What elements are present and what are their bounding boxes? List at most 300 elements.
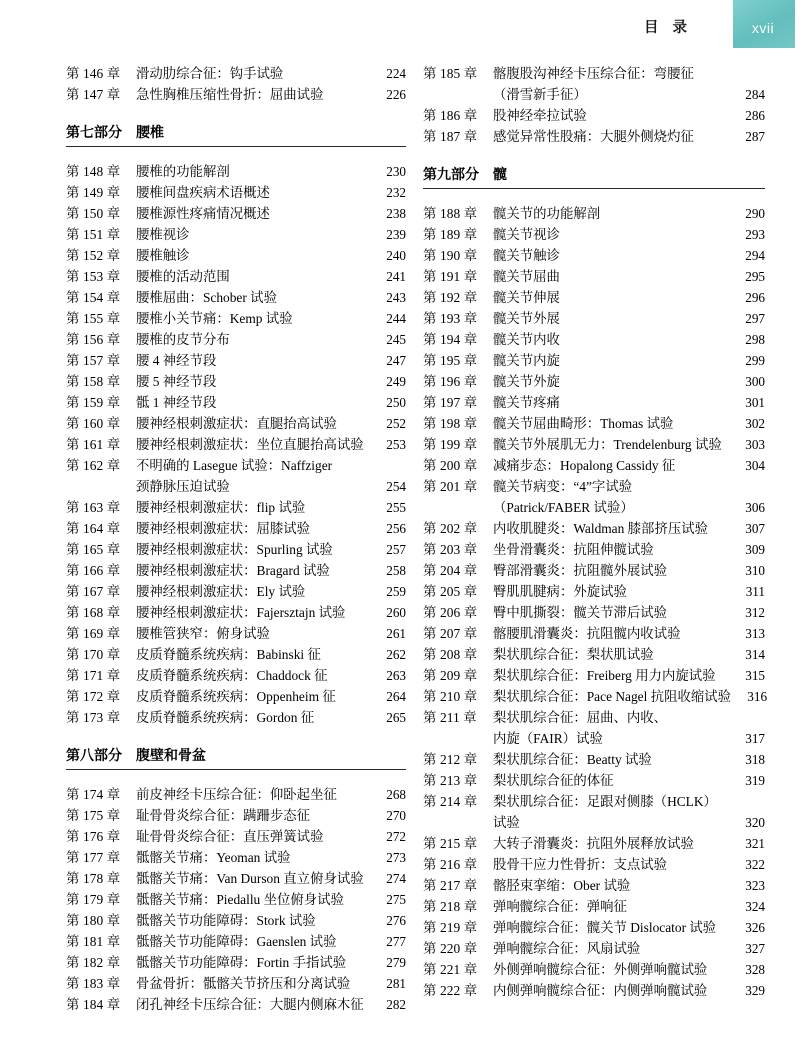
toc-entry[interactable] xyxy=(66,910,406,931)
toc-entry-title: 股神经牵拉试验 xyxy=(493,108,587,123)
toc-part-label: 第七部分 xyxy=(66,124,122,140)
spacer xyxy=(66,775,406,784)
toc-entry-title: 髋关节外展肌无力：Trendelenburg 试验 xyxy=(493,437,722,452)
spacer xyxy=(66,152,406,161)
toc-entry-title: 髂腹股沟神经卡压综合征：弯腰征 xyxy=(493,66,694,81)
toc-entry[interactable] xyxy=(66,847,406,868)
toc-entry[interactable] xyxy=(423,203,765,224)
toc-entry[interactable] xyxy=(423,476,765,497)
toc-entry[interactable] xyxy=(423,455,765,476)
toc-entry[interactable] xyxy=(66,707,406,728)
toc-entry[interactable] xyxy=(66,644,406,665)
toc-entry-page: 247 xyxy=(386,353,406,368)
toc-entry-chapter: 第 148 章 xyxy=(66,164,121,179)
toc-entry-title: 耻骨骨炎综合征：直压弹簧试验 xyxy=(136,829,324,844)
toc-entry-chapter: 第 177 章 xyxy=(66,850,121,865)
toc-entry-title: 皮质脊髓系统疾病：Babinski 征 xyxy=(136,647,321,662)
toc-entry-title: 髋关节病变：“4”字试验 xyxy=(493,479,633,494)
toc-entry[interactable] xyxy=(66,224,406,245)
toc-entry-chapter: 第 197 章 xyxy=(423,395,478,410)
toc-entry-title: 减痛步态：Hopalong Cassidy 征 xyxy=(493,458,676,473)
toc-entry[interactable] xyxy=(423,602,765,623)
toc-entry[interactable] xyxy=(423,644,765,665)
toc-entry[interactable] xyxy=(66,623,406,644)
toc-entry-title: 髋关节屈曲 xyxy=(493,269,560,284)
toc-entry-title: 颈静脉压迫试验 xyxy=(136,479,230,494)
toc-entry-page: 230 xyxy=(386,164,406,179)
toc-entry-title: 内旋（FAIR）试验 xyxy=(493,731,603,746)
toc-entry[interactable] xyxy=(66,266,406,287)
toc-entry-title: 梨状肌综合征：足跟对侧膝（HCLK） xyxy=(493,794,717,809)
toc-entry-page: 281 xyxy=(386,976,406,991)
toc-entry-page: 245 xyxy=(386,332,406,347)
toc-entry-title: 梨状肌综合征：Beatty 试验 xyxy=(493,752,652,767)
page-number-label: xvii xyxy=(751,20,775,36)
toc-part-label: 第八部分 xyxy=(66,747,122,763)
toc-entry[interactable] xyxy=(423,980,765,1001)
toc-entry-chapter: 第 207 章 xyxy=(423,626,478,641)
toc-entry-chapter: 第 196 章 xyxy=(423,374,478,389)
toc-entry-title: 滑动肋综合征：钩手试验 xyxy=(136,66,284,81)
page-number-badge xyxy=(733,0,795,48)
toc-entry-title: 腰 5 神经节段 xyxy=(136,374,217,389)
toc-entry-chapter: 第 154 章 xyxy=(66,290,121,305)
toc-entry-chapter: 第 187 章 xyxy=(423,129,478,144)
toc-entry-page: 296 xyxy=(745,290,765,305)
toc-entry[interactable] xyxy=(66,161,406,182)
toc-entry[interactable] xyxy=(66,329,406,350)
toc-entry-title: 坐骨滑囊炎：抗阻伸髋试验 xyxy=(493,542,654,557)
toc-entry-chapter: 第 181 章 xyxy=(66,934,121,949)
toc-part-divider xyxy=(66,769,406,770)
toc-entry-page: 311 xyxy=(745,584,765,599)
toc-entry-chapter: 第 215 章 xyxy=(423,836,478,851)
toc-entry[interactable] xyxy=(423,350,765,371)
toc-entry-page: 232 xyxy=(386,185,406,200)
toc-column-left xyxy=(66,63,406,1015)
toc-entry-page: 240 xyxy=(386,248,406,263)
toc-entry-title: 大转子滑囊炎：抗阻外展释放试验 xyxy=(493,836,694,851)
toc-entry-chapter: 第 201 章 xyxy=(423,479,478,494)
toc-entry[interactable] xyxy=(423,224,765,245)
toc-entry-continuation[interactable] xyxy=(423,497,765,518)
toc-entry-chapter: 第 199 章 xyxy=(423,437,478,452)
toc-entry[interactable] xyxy=(66,868,406,889)
toc-entry-chapter: 第 174 章 xyxy=(66,787,121,802)
toc-entry[interactable] xyxy=(66,245,406,266)
toc-entry-chapter: 第 218 章 xyxy=(423,899,478,914)
toc-entry-page: 304 xyxy=(745,458,765,473)
toc-entry-title: 臀肌肌腱病：外旋试验 xyxy=(493,584,627,599)
toc-entry-page: 265 xyxy=(386,710,406,725)
toc-entry-page: 249 xyxy=(386,374,406,389)
toc-entry-title: 骶 1 神经节段 xyxy=(136,395,217,410)
toc-entry[interactable] xyxy=(423,686,768,707)
toc-entry-chapter: 第 195 章 xyxy=(423,353,478,368)
toc-entry-chapter: 第 178 章 xyxy=(66,871,121,886)
toc-entry-title: 内收肌腱炎：Waldman 膝部挤压试验 xyxy=(493,521,709,536)
toc-entry-chapter: 第 221 章 xyxy=(423,962,478,977)
toc-entry-page: 300 xyxy=(745,374,765,389)
toc-entry-page: 293 xyxy=(745,227,765,242)
toc-entry-title: 骶髂关节痛：Van Durson 直立俯身试验 xyxy=(136,871,364,886)
toc-entry-chapter: 第 204 章 xyxy=(423,563,478,578)
toc-entry-chapter: 第 222 章 xyxy=(423,983,478,998)
toc-entry[interactable] xyxy=(66,994,406,1015)
toc-entry-chapter: 第 188 章 xyxy=(423,206,478,221)
toc-entry-title: 皮质脊髓系统疾病：Oppenheim 征 xyxy=(136,689,336,704)
toc-entry-page: 239 xyxy=(386,227,406,242)
toc-entry-title: 髋关节外旋 xyxy=(493,374,560,389)
toc-entry-continuation[interactable] xyxy=(423,728,765,749)
toc-entry-title: 外侧弹响髋综合征：外侧弹响髋试验 xyxy=(493,962,708,977)
toc-entry-title: 髋关节屈曲畸形：Thomas 试验 xyxy=(493,416,674,431)
toc-entry-page: 241 xyxy=(386,269,406,284)
toc-entry-page: 326 xyxy=(745,920,765,935)
toc-entry-chapter: 第 189 章 xyxy=(423,227,478,242)
toc-entry-page: 270 xyxy=(386,808,406,823)
toc-entry-page: 322 xyxy=(745,857,765,872)
toc-entry-title: 腰神经根刺激症状：Spurling 试验 xyxy=(136,542,333,557)
toc-entry-chapter: 第 159 章 xyxy=(66,395,121,410)
toc-entry-chapter: 第 203 章 xyxy=(423,542,478,557)
toc-entry-title: 试验 xyxy=(493,815,520,830)
toc-entry-title: 髋关节伸展 xyxy=(493,290,560,305)
toc-entry-chapter: 第 211 章 xyxy=(423,710,477,725)
toc-entry[interactable] xyxy=(423,770,765,791)
toc-entry-title: 骶髂关节功能障碍：Fortin 手指试验 xyxy=(136,955,347,970)
toc-entry-title: 腰椎管狭窄：俯身试验 xyxy=(136,626,270,641)
toc-entry-chapter: 第 173 章 xyxy=(66,710,121,725)
toc-entry[interactable] xyxy=(423,707,765,728)
toc-entry[interactable] xyxy=(423,875,765,896)
toc-entry-title: 梨状肌综合征：屈曲、内收、 xyxy=(493,710,668,725)
toc-part-label: 第九部分 xyxy=(423,166,479,182)
toc-entry-page: 324 xyxy=(745,899,765,914)
toc-entry-title: 梨状肌综合征：Freiberg 用力内旋试验 xyxy=(493,668,716,683)
toc-entry[interactable] xyxy=(66,889,406,910)
toc-part-name: 髋 xyxy=(493,166,507,182)
toc-entry-page: 316 xyxy=(747,689,768,704)
toc-entry-chapter: 第 165 章 xyxy=(66,542,121,557)
toc-column-right xyxy=(423,63,768,1001)
toc-entry-continuation[interactable] xyxy=(66,476,406,497)
toc-entry-chapter: 第 183 章 xyxy=(66,976,121,991)
toc-entry-title: 髋关节外展 xyxy=(493,311,560,326)
page-header xyxy=(0,0,800,52)
toc-entry-page: 306 xyxy=(745,500,765,515)
toc-entry-title: 腰椎的皮节分布 xyxy=(136,332,230,347)
toc-entry[interactable] xyxy=(423,665,765,686)
toc-entry[interactable] xyxy=(423,392,765,413)
toc-entry[interactable] xyxy=(66,665,406,686)
toc-entry-chapter: 第 185 章 xyxy=(423,66,478,81)
toc-entry-title: 皮质脊髓系统疾病：Gordon 征 xyxy=(136,710,315,725)
toc-entry-title: （Patrick/FABER 试验） xyxy=(493,500,634,515)
toc-entry[interactable] xyxy=(66,434,406,455)
toc-entry-title: 腰 4 神经节段 xyxy=(136,353,217,368)
toc-entry-page: 260 xyxy=(386,605,406,620)
toc-entry[interactable] xyxy=(423,63,765,84)
toc-entry-chapter: 第 157 章 xyxy=(66,353,121,368)
toc-entry-chapter: 第 205 章 xyxy=(423,584,478,599)
toc-entry-chapter: 第 186 章 xyxy=(423,108,478,123)
toc-entry[interactable] xyxy=(66,350,406,371)
toc-entry[interactable] xyxy=(423,854,765,875)
toc-entry[interactable] xyxy=(423,413,765,434)
toc-entry-chapter: 第 151 章 xyxy=(66,227,121,242)
toc-entry[interactable] xyxy=(423,287,765,308)
toc-entry[interactable] xyxy=(66,308,406,329)
toc-entry[interactable] xyxy=(423,938,765,959)
toc-entry[interactable] xyxy=(423,308,765,329)
toc-entry-title: 腰神经根刺激症状：Fajersztajn 试验 xyxy=(136,605,346,620)
toc-entry[interactable] xyxy=(66,805,406,826)
toc-entry-page: 329 xyxy=(745,983,765,998)
toc-entry[interactable] xyxy=(423,245,765,266)
toc-part-header xyxy=(66,745,406,770)
toc-entry-title: 髋关节内收 xyxy=(493,332,560,347)
toc-entry-title: 髂腰肌滑囊炎：抗阻髋内收试验 xyxy=(493,626,681,641)
toc-entry-chapter: 第 155 章 xyxy=(66,311,121,326)
toc-entry-title: 梨状肌综合征：梨状肌试验 xyxy=(493,647,654,662)
toc-entry-chapter: 第 214 章 xyxy=(423,794,478,809)
toc-entry[interactable] xyxy=(66,581,406,602)
toc-entry-page: 262 xyxy=(386,647,406,662)
toc-entry[interactable] xyxy=(66,826,406,847)
toc-entry[interactable] xyxy=(66,784,406,805)
toc-entry-title: 不明确的 Lasegue 试验：Naffziger xyxy=(136,458,333,473)
toc-entry[interactable] xyxy=(423,518,765,539)
toc-entry[interactable] xyxy=(66,63,406,84)
toc-entry-page: 301 xyxy=(745,395,765,410)
toc-entry[interactable] xyxy=(66,84,406,105)
toc-entry-chapter: 第 202 章 xyxy=(423,521,478,536)
toc-entry-page: 272 xyxy=(386,829,406,844)
toc-entry-title: 髋关节的功能解剖 xyxy=(493,206,601,221)
toc-entry-title: 急性胸椎压缩性骨折：屈曲试验 xyxy=(136,87,324,102)
toc-entry-page: 312 xyxy=(745,605,765,620)
toc-entry[interactable] xyxy=(423,959,765,980)
toc-entry[interactable] xyxy=(423,126,765,147)
toc-entry-page: 314 xyxy=(745,647,765,662)
toc-entry-title: 骶髂关节痛：Yeoman 试验 xyxy=(136,850,291,865)
toc-entry-page: 307 xyxy=(745,521,765,536)
toc-entry-page: 284 xyxy=(745,87,765,102)
toc-entry-page: 276 xyxy=(386,913,406,928)
toc-entry[interactable] xyxy=(423,539,765,560)
toc-entry-page: 303 xyxy=(745,437,765,452)
toc-entry-page: 290 xyxy=(745,206,765,221)
toc-entry-title: 弹响髋综合征：风扇试验 xyxy=(493,941,641,956)
toc-entry-chapter: 第 168 章 xyxy=(66,605,121,620)
toc-entry-title: 髋关节触诊 xyxy=(493,248,560,263)
toc-entry[interactable] xyxy=(66,539,406,560)
toc-entry-chapter: 第 152 章 xyxy=(66,248,121,263)
toc-entry[interactable] xyxy=(66,973,406,994)
toc-entry[interactable] xyxy=(66,455,406,476)
toc-entry-page: 286 xyxy=(745,108,765,123)
toc-entry-title: 腰神经根刺激症状：Bragard 试验 xyxy=(136,563,330,578)
toc-entry-continuation[interactable] xyxy=(423,84,765,105)
toc-entry-chapter: 第 206 章 xyxy=(423,605,478,620)
toc-entry[interactable] xyxy=(66,602,406,623)
toc-entry-page: 313 xyxy=(745,626,765,641)
toc-entry-continuation[interactable] xyxy=(423,812,765,833)
toc-entry-title: 前皮神经卡压综合征：仰卧起坐征 xyxy=(136,787,337,802)
toc-entry-page: 277 xyxy=(386,934,406,949)
toc-entry-page: 255 xyxy=(386,500,406,515)
toc-entry-chapter: 第 171 章 xyxy=(66,668,121,683)
toc-part-name: 腰椎 xyxy=(136,124,164,140)
toc-entry-title: 骶髂关节功能障碍：Stork 试验 xyxy=(136,913,316,928)
toc-entry-page: 309 xyxy=(745,542,765,557)
toc-entry-title: 皮质脊髓系统疾病：Chaddock 征 xyxy=(136,668,328,683)
toc-entry[interactable] xyxy=(423,105,765,126)
toc-entry-title: 弹响髋综合征：弹响征 xyxy=(493,899,627,914)
toc-entry-chapter: 第 216 章 xyxy=(423,857,478,872)
toc-part-divider xyxy=(66,146,406,147)
toc-entry[interactable] xyxy=(66,518,406,539)
toc-entry-page: 226 xyxy=(386,87,406,102)
toc-entry[interactable] xyxy=(423,791,765,812)
toc-entry[interactable] xyxy=(423,749,765,770)
toc-entry-page: 298 xyxy=(745,332,765,347)
toc-entry-chapter: 第 219 章 xyxy=(423,920,478,935)
toc-entry[interactable] xyxy=(66,392,406,413)
toc-entry-page: 297 xyxy=(745,311,765,326)
toc-entry[interactable] xyxy=(423,581,765,602)
toc-entry[interactable] xyxy=(423,623,765,644)
toc-entry-page: 315 xyxy=(745,668,765,683)
toc-entry[interactable] xyxy=(423,329,765,350)
toc-entry-chapter: 第 198 章 xyxy=(423,416,478,431)
toc-entry-title: 腰椎屈曲：Schober 试验 xyxy=(136,290,277,305)
running-head-title: 目 录 xyxy=(643,20,692,36)
toc-entry-title: 腰椎间盘疾病术语概述 xyxy=(136,185,270,200)
toc-entry-chapter: 第 156 章 xyxy=(66,332,121,347)
toc-entry[interactable] xyxy=(423,896,765,917)
toc-entry[interactable] xyxy=(423,266,765,287)
toc-entry-chapter: 第 200 章 xyxy=(423,458,478,473)
toc-entry-chapter: 第 182 章 xyxy=(66,955,121,970)
toc-entry[interactable] xyxy=(66,203,406,224)
toc-part-divider xyxy=(423,188,765,189)
toc-entry-chapter: 第 212 章 xyxy=(423,752,478,767)
toc-entry-title: 腰椎触诊 xyxy=(136,248,190,263)
toc-entry-page: 250 xyxy=(386,395,406,410)
toc-entry[interactable] xyxy=(66,560,406,581)
toc-entry-page: 319 xyxy=(745,773,765,788)
toc-entry-chapter: 第 162 章 xyxy=(66,458,121,473)
toc-entry-chapter: 第 161 章 xyxy=(66,437,121,452)
toc-entry-page: 243 xyxy=(386,290,406,305)
toc-entry-chapter: 第 164 章 xyxy=(66,521,121,536)
toc-entry-page: 256 xyxy=(386,521,406,536)
toc-entry-page: 320 xyxy=(745,815,765,830)
toc-entry-page: 282 xyxy=(386,997,406,1012)
toc-entry-chapter: 第 179 章 xyxy=(66,892,121,907)
toc-entry-page: 318 xyxy=(745,752,765,767)
toc-entry-page: 287 xyxy=(745,129,765,144)
toc-entry-page: 258 xyxy=(386,563,406,578)
toc-entry-page: 323 xyxy=(745,878,765,893)
toc-entry-title: 髋关节内旋 xyxy=(493,353,560,368)
toc-entry-page: 254 xyxy=(386,479,406,494)
toc-entry-page: 261 xyxy=(386,626,406,641)
toc-entry[interactable] xyxy=(66,287,406,308)
toc-entry-chapter: 第 176 章 xyxy=(66,829,121,844)
toc-entry-title: 闭孔神经卡压综合征：大腿内侧麻木征 xyxy=(136,997,364,1012)
toc-entry-title: 腰神经根刺激症状：flip 试验 xyxy=(136,500,306,515)
toc-entry[interactable] xyxy=(66,413,406,434)
toc-entry-title: 骶髂关节功能障碍：Gaenslen 试验 xyxy=(136,934,337,949)
toc-entry[interactable] xyxy=(66,952,406,973)
toc-entry-page: 279 xyxy=(386,955,406,970)
toc-entry[interactable] xyxy=(423,434,765,455)
toc-entry-title: 髂胫束挛缩：Ober 试验 xyxy=(493,878,631,893)
toc-entry-title: 感觉异常性股痛：大腿外侧烧灼征 xyxy=(493,129,694,144)
spacer xyxy=(423,194,765,203)
toc-entry-title: 腰椎的活动范围 xyxy=(136,269,230,284)
toc-entry-chapter: 第 190 章 xyxy=(423,248,478,263)
toc-entry-chapter: 第 158 章 xyxy=(66,374,121,389)
toc-entry-title: 腰椎小关节痛：Kemp 试验 xyxy=(136,311,293,326)
toc-entry-page: 275 xyxy=(386,892,406,907)
toc-entry-title: 股骨干应力性骨折：支点试验 xyxy=(493,857,668,872)
toc-entry-chapter: 第 170 章 xyxy=(66,647,121,662)
toc-entry-title: 腰椎视诊 xyxy=(136,227,190,242)
toc-entry[interactable] xyxy=(66,182,406,203)
toc-entry-title: 髋关节视诊 xyxy=(493,227,560,242)
toc-entry[interactable] xyxy=(66,931,406,952)
toc-entry-chapter: 第 160 章 xyxy=(66,416,121,431)
toc-entry[interactable] xyxy=(423,917,765,938)
toc-entry-chapter: 第 172 章 xyxy=(66,689,121,704)
toc-entry-chapter: 第 146 章 xyxy=(66,66,121,81)
toc-entry[interactable] xyxy=(423,560,765,581)
toc-entry-page: 310 xyxy=(745,563,765,578)
toc-entry-title: 耻骨骨炎综合征：蹒跚步态征 xyxy=(136,808,311,823)
toc-entry-title: 腰椎的功能解剖 xyxy=(136,164,230,179)
toc-entry-chapter: 第 194 章 xyxy=(423,332,478,347)
toc-entry-page: 302 xyxy=(745,416,765,431)
toc-entry-title: 梨状肌综合征的体征 xyxy=(493,773,614,788)
toc-entry-chapter: 第 184 章 xyxy=(66,997,121,1012)
toc-entry-title: 臀中肌撕裂：髋关节滞后试验 xyxy=(493,605,668,620)
toc-entry-page: 263 xyxy=(386,668,406,683)
toc-entry-chapter: 第 213 章 xyxy=(423,773,478,788)
toc-entry[interactable] xyxy=(66,686,406,707)
toc-entry-chapter: 第 150 章 xyxy=(66,206,121,221)
toc-entry-title: 腰神经根刺激症状：直腿抬高试验 xyxy=(136,416,337,431)
toc-part-name: 腹壁和骨盆 xyxy=(136,747,206,763)
toc-entry-title: 骶髂关节痛：Piedallu 坐位俯身试验 xyxy=(136,892,344,907)
toc-entry[interactable] xyxy=(66,497,406,518)
toc-entry-page: 317 xyxy=(745,731,765,746)
toc-entry-chapter: 第 153 章 xyxy=(66,269,121,284)
toc-entry-chapter: 第 209 章 xyxy=(423,668,478,683)
toc-entry[interactable] xyxy=(423,833,765,854)
toc-entry-page: 252 xyxy=(386,416,406,431)
toc-entry-page: 321 xyxy=(745,836,765,851)
toc-entry[interactable] xyxy=(423,371,765,392)
toc-entry-page: 253 xyxy=(386,437,406,452)
toc-entry[interactable] xyxy=(66,371,406,392)
toc-entry-page: 244 xyxy=(386,311,406,326)
toc-entry-title: 梨状肌综合征：Pace Nagel 抗阻收缩试验 xyxy=(493,689,732,704)
toc-entry-title: 弹响髋综合征：髋关节 Dislocator 试验 xyxy=(493,920,717,935)
